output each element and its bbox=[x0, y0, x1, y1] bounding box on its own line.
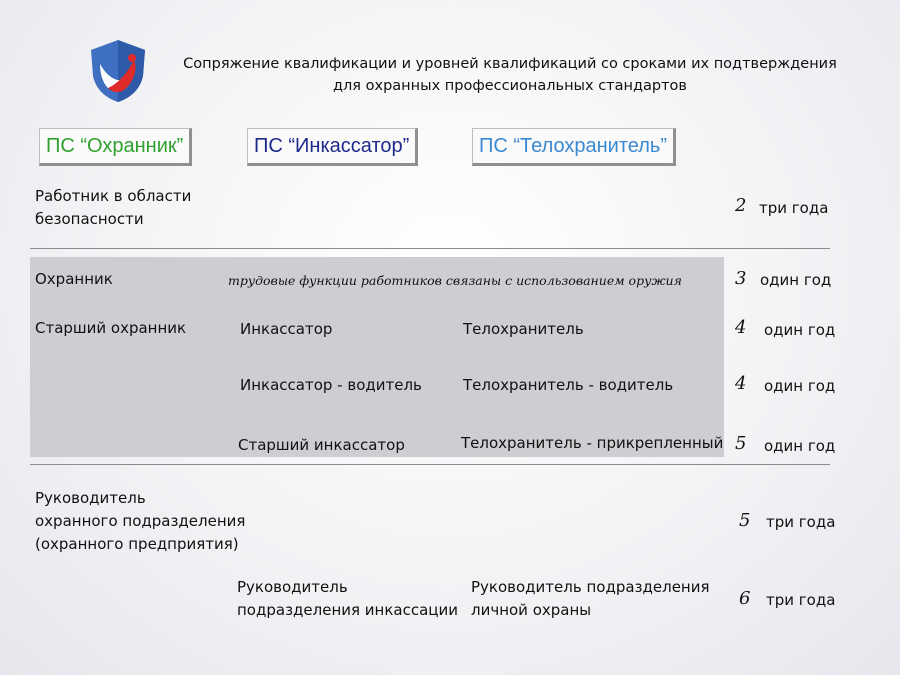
head-sub-level: 6 bbox=[739, 588, 751, 609]
head-label-line-2: охранного подразделения bbox=[35, 512, 246, 530]
collector-driver-label: Инкассатор - водитель bbox=[240, 376, 422, 394]
divider-top bbox=[30, 248, 830, 249]
driver-level: 4 bbox=[735, 373, 747, 394]
senior-collector-level: 5 bbox=[735, 433, 747, 454]
title-line-2: для охранных профессиональных стандартов bbox=[333, 78, 687, 94]
head-sub-term: три года bbox=[766, 591, 836, 609]
head-personal-security-line-2: личной охраны bbox=[471, 601, 592, 619]
senior-guard-term: один год bbox=[764, 321, 836, 339]
head-collection-line-2: подразделения инкассации bbox=[237, 601, 459, 619]
head-label-line-1: Руководитель bbox=[35, 489, 146, 507]
bodyguard-label: Телохранитель bbox=[463, 320, 584, 338]
head-label-line-3: (охранного предприятия) bbox=[35, 535, 239, 553]
standard-bodyguard-box: ПС “Телохранитель” bbox=[472, 128, 676, 166]
driver-term: один год bbox=[764, 377, 836, 395]
bodyguard-driver-label: Телохранитель - водитель bbox=[463, 376, 674, 394]
senior-collector-label: Старший инкассатор bbox=[238, 436, 405, 454]
collector-label: Инкассатор bbox=[240, 320, 333, 338]
attached-bodyguard-label: Телохранитель - прикрепленный bbox=[461, 434, 724, 452]
head-collection-label bbox=[237, 576, 458, 622]
standard-collector-box: ПС “Инкассатор” bbox=[247, 128, 418, 166]
standard-guard-box: ПС “Охранник” bbox=[39, 128, 192, 166]
senior-guard-level: 4 bbox=[735, 317, 747, 338]
worker-label-line-2: безопасности bbox=[35, 210, 144, 228]
weapons-note: трудовые функции работников связаны с использованием оружия bbox=[228, 273, 682, 288]
head-level: 5 bbox=[739, 510, 751, 531]
worker-label-line-1: Работник в области bbox=[35, 187, 192, 205]
senior-collector-term: один год bbox=[764, 437, 836, 455]
title-line-1: Сопряжение квалификации и уровней квалификаций со сроками их подтверждения bbox=[183, 56, 837, 72]
worker-label bbox=[35, 185, 191, 231]
head-personal-security-line-1: Руководитель подразделения bbox=[471, 578, 710, 596]
divider-bottom bbox=[30, 464, 830, 465]
head-collection-line-1: Руководитель bbox=[237, 578, 348, 596]
head-personal-security-label bbox=[471, 576, 710, 622]
head-label bbox=[35, 487, 245, 556]
guard-level: 3 bbox=[735, 268, 747, 289]
worker-level: 2 bbox=[735, 195, 747, 216]
senior-guard-label: Старший охранник bbox=[35, 319, 187, 337]
head-term: три года bbox=[766, 513, 836, 531]
shield-logo-icon bbox=[88, 38, 148, 104]
slide-title bbox=[160, 53, 860, 97]
guard-term: один год bbox=[760, 271, 832, 289]
worker-term: три года bbox=[759, 199, 829, 217]
guard-label: Охранник bbox=[35, 270, 113, 288]
